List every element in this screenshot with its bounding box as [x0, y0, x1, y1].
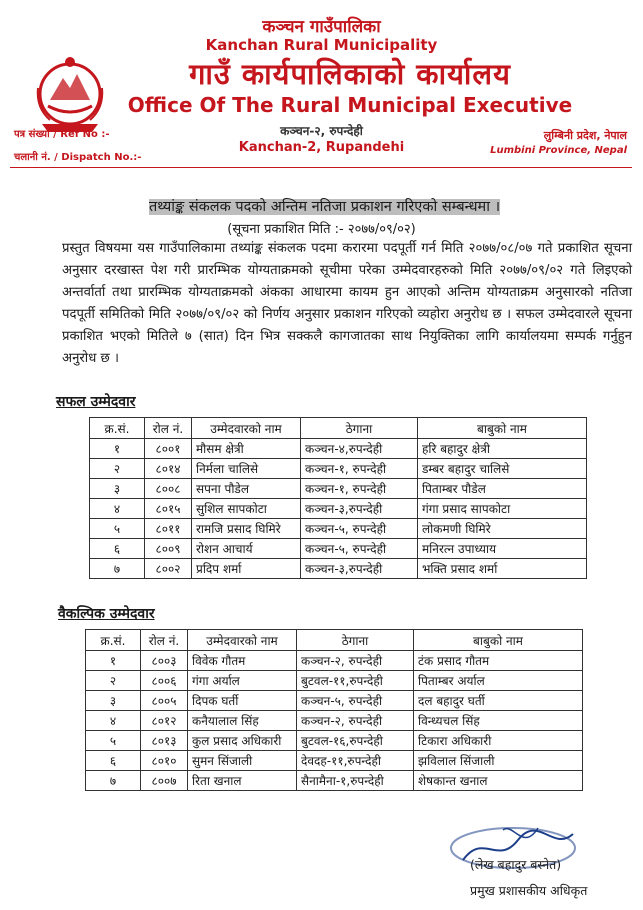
- cell-name: गंगा अर्याल: [188, 671, 297, 691]
- cell-father-name: विन्ध्यचल सिंह: [414, 711, 583, 731]
- office-name-english: Office Of The Rural Municipal Executive: [127, 93, 573, 117]
- cell-father-name: टंक प्रसाद गौतम: [414, 651, 583, 671]
- successful-table-body: [90, 439, 587, 579]
- alternate-table-body: [86, 651, 583, 791]
- cell-roll: ८००८: [145, 479, 192, 499]
- subject-text: तथ्यांङ्क संकलक पदको अन्तिम नतिजा प्रकाशन गरिएको सम्बन्धमा ।: [149, 199, 501, 215]
- cell-father-name: मनिरत्न उपाध्याय: [418, 539, 587, 559]
- cell-serial: ७: [86, 771, 141, 791]
- cell-father-name: टिकारा अधिकारी: [414, 731, 583, 751]
- cell-father-name: गंगा प्रसाद सापकोटा: [418, 499, 587, 519]
- cell-father-name: डम्बर बहादुर चालिसे: [418, 459, 587, 479]
- cell-serial: ६: [90, 539, 145, 559]
- cell-serial: ५: [90, 519, 145, 539]
- cell-father-name: हरि बहादुर क्षेत्री: [418, 439, 587, 459]
- table-header-row: [86, 630, 583, 651]
- cell-name: कनैयालाल सिंह: [188, 711, 297, 731]
- col-name: उम्मेदवारको नाम: [192, 418, 301, 439]
- cell-serial: २: [90, 459, 145, 479]
- cell-name: रामजि प्रसाद घिमिरे: [192, 519, 301, 539]
- province-nepali: लुम्बिनी प्रदेश, नेपाल: [543, 129, 627, 142]
- body-paragraph: प्रस्तुत विषयमा यस गाउँपालिकामा तथ्यांङ्क संकलक पदमा करारमा पदपूर्ती गर्न मिति २०७७/०८/०७ गते प्रकाशित सूचना अनुसार दरखास्त पेश गरी प्रारम्भिक योग्यताक्रमको सूचीमा परेका उम्मेदवारहरुको मिति २०७७/०९/०२ गते लिइएको अन्तर्वार्ता तथा प्रारम्भिक योग्यताक्रमको अंकका आधारमा कायम हुन आएको अन्तिम योग्यताक्रम अनुसारको नतिजा पदपूर्ती समितिको मिति २०७७/०९/०२ को निर्णय अनुसार प्रकाशन गरिएको व्यहोरा अनुरोध छ । सफल उम्मेदवारले सूचना प्रकाशित भएको मितिले ७ (सात) दिन भित्र सक्कलै कागजातका साथ नियुक्तिका लागि कार्यालयमा सम्पर्क गर्नुहुन अनुरोध छ ।: [62, 241, 632, 366]
- cell-serial: १: [86, 651, 141, 671]
- cell-address: बुटवल-१६,रुपन्देही: [297, 731, 414, 751]
- col-address: ठेगाना: [301, 418, 418, 439]
- cell-name: सपना पौडेल: [192, 479, 301, 499]
- cell-name: विवेक गौतम: [188, 651, 297, 671]
- alternate-table: [85, 629, 583, 791]
- cell-father-name: लोकमणी घिमिरे: [418, 519, 587, 539]
- cell-name: मौसम क्षेत्री: [192, 439, 301, 459]
- cell-address: कञ्चन-५, रुपन्देही: [301, 539, 418, 559]
- ref-no-label: पत्र संख्या / Ref No :-: [14, 129, 110, 140]
- cell-serial: ३: [90, 479, 145, 499]
- cell-roll: ८००६: [141, 671, 188, 691]
- signatory-name: (लेख बहादुर बस्नेत): [470, 857, 562, 872]
- cell-name: रोशन आचार्य: [192, 539, 301, 559]
- col-address: ठेगाना: [297, 630, 414, 651]
- signatory-title: प्रमुख प्रशासकीय अधिकृत: [470, 883, 588, 898]
- cell-address: सैनामैना-१,रुपन्देही: [297, 771, 414, 791]
- cell-address: कञ्चन-१, रुपन्देही: [301, 479, 418, 499]
- alternate-section-title: वैकल्पिक उम्मेदवार: [58, 606, 155, 622]
- cell-name: प्रदिप शर्मा: [192, 559, 301, 579]
- table-header-row: [90, 418, 587, 439]
- cell-address: कञ्चन-५, रुपन्देही: [297, 691, 414, 711]
- cell-father-name: पिताम्बर पौडेल: [418, 479, 587, 499]
- cell-address: कञ्चन-५, रुपन्देही: [301, 519, 418, 539]
- cell-roll: ८०११: [145, 519, 192, 539]
- cell-serial: ५: [86, 731, 141, 751]
- cell-father-name: झविलाल सिंजाली: [414, 751, 583, 771]
- cell-serial: २: [86, 671, 141, 691]
- cell-roll: ८०१४: [145, 459, 192, 479]
- table-row: [86, 771, 583, 791]
- col-serial: क्र.सं.: [86, 630, 141, 651]
- cell-address: कञ्चन-२, रुपन्देही: [297, 711, 414, 731]
- cell-name: निर्मला चालिसे: [192, 459, 301, 479]
- successful-table: [89, 417, 587, 579]
- cell-serial: १: [90, 439, 145, 459]
- subject-line: [143, 194, 506, 218]
- header-divider: [10, 167, 632, 168]
- table-row: [90, 559, 587, 579]
- address-english: Kanchan-2, Rupandehi: [238, 140, 405, 155]
- municipality-name-english: Kanchan Rural Municipality: [205, 36, 438, 54]
- province-english: Lumbini Province, Nepal: [490, 145, 627, 156]
- cell-father-name: दल बहादुर घर्ती: [414, 691, 583, 711]
- table-row: [90, 479, 587, 499]
- dispatch-no-label: चलानी नं. / Dispatch No.:-: [14, 152, 142, 163]
- cell-roll: ८००१: [145, 439, 192, 459]
- office-name-nepali: गाउँ कार्यपालिकाको कार्यालय: [189, 57, 511, 91]
- cell-roll: ८००५: [141, 691, 188, 711]
- cell-roll: ८०१५: [145, 499, 192, 519]
- cell-father-name: पिताम्बर अर्याल: [414, 671, 583, 691]
- table-row: [90, 459, 587, 479]
- table-row: [86, 691, 583, 711]
- cell-father-name: शेषकान्त खनाल: [414, 771, 583, 791]
- col-father-name: बाबुको नाम: [414, 630, 583, 651]
- cell-name: कुल प्रसाद अधिकारी: [188, 731, 297, 751]
- cell-name: सुशिल सापकोटा: [192, 499, 301, 519]
- cell-serial: ४: [90, 499, 145, 519]
- col-serial: क्र.सं.: [90, 418, 145, 439]
- table-row: [90, 439, 587, 459]
- col-name: उम्मेदवारको नाम: [188, 630, 297, 651]
- cell-roll: ८००७: [141, 771, 188, 791]
- table-row: [90, 539, 587, 559]
- notice-date: (सूचना प्रकाशित मिति :- २०७७/०९/०२): [227, 222, 416, 237]
- cell-name: दिपक घर्ती: [188, 691, 297, 711]
- cell-roll: ८००९: [145, 539, 192, 559]
- cell-roll: ८००२: [145, 559, 192, 579]
- cell-address: कञ्चन-२, रुपन्देही: [297, 651, 414, 671]
- municipality-name-nepali: कञ्चन गाउँपालिका: [262, 17, 381, 37]
- cell-roll: ८०१३: [141, 731, 188, 751]
- table-row: [86, 751, 583, 771]
- table-row: [86, 711, 583, 731]
- address-nepali: कञ्चन-२, रुपन्देही: [280, 124, 363, 138]
- table-row: [86, 651, 583, 671]
- cell-address: कञ्चन-३,रुपन्देही: [301, 499, 418, 519]
- cell-name: रिता खनाल: [188, 771, 297, 791]
- successful-section-title: सफल उम्मेदवार: [56, 394, 136, 410]
- col-roll: रोल नं.: [145, 418, 192, 439]
- cell-address: कञ्चन-४,रुपन्देही: [301, 439, 418, 459]
- cell-serial: ४: [86, 711, 141, 731]
- cell-father-name: भक्ति प्रसाद शर्मा: [418, 559, 587, 579]
- cell-roll: ८०१२: [141, 711, 188, 731]
- cell-address: कञ्चन-३,रुपन्देही: [301, 559, 418, 579]
- cell-address: देवदह-११,रुपन्देही: [297, 751, 414, 771]
- col-roll: रोल नं.: [141, 630, 188, 651]
- col-father-name: बाबुको नाम: [418, 418, 587, 439]
- table-row: [86, 671, 583, 691]
- cell-address: कञ्चन-१, रुपन्देही: [301, 459, 418, 479]
- cell-serial: ६: [86, 751, 141, 771]
- cell-name: सुमन सिंजाली: [188, 751, 297, 771]
- cell-roll: ८००३: [141, 651, 188, 671]
- table-row: [86, 731, 583, 751]
- cell-serial: ३: [86, 691, 141, 711]
- cell-roll: ८०१०: [141, 751, 188, 771]
- cell-serial: ७: [90, 559, 145, 579]
- table-row: [90, 499, 587, 519]
- cell-address: बुटवल-११,रुपन्देही: [297, 671, 414, 691]
- table-row: [90, 519, 587, 539]
